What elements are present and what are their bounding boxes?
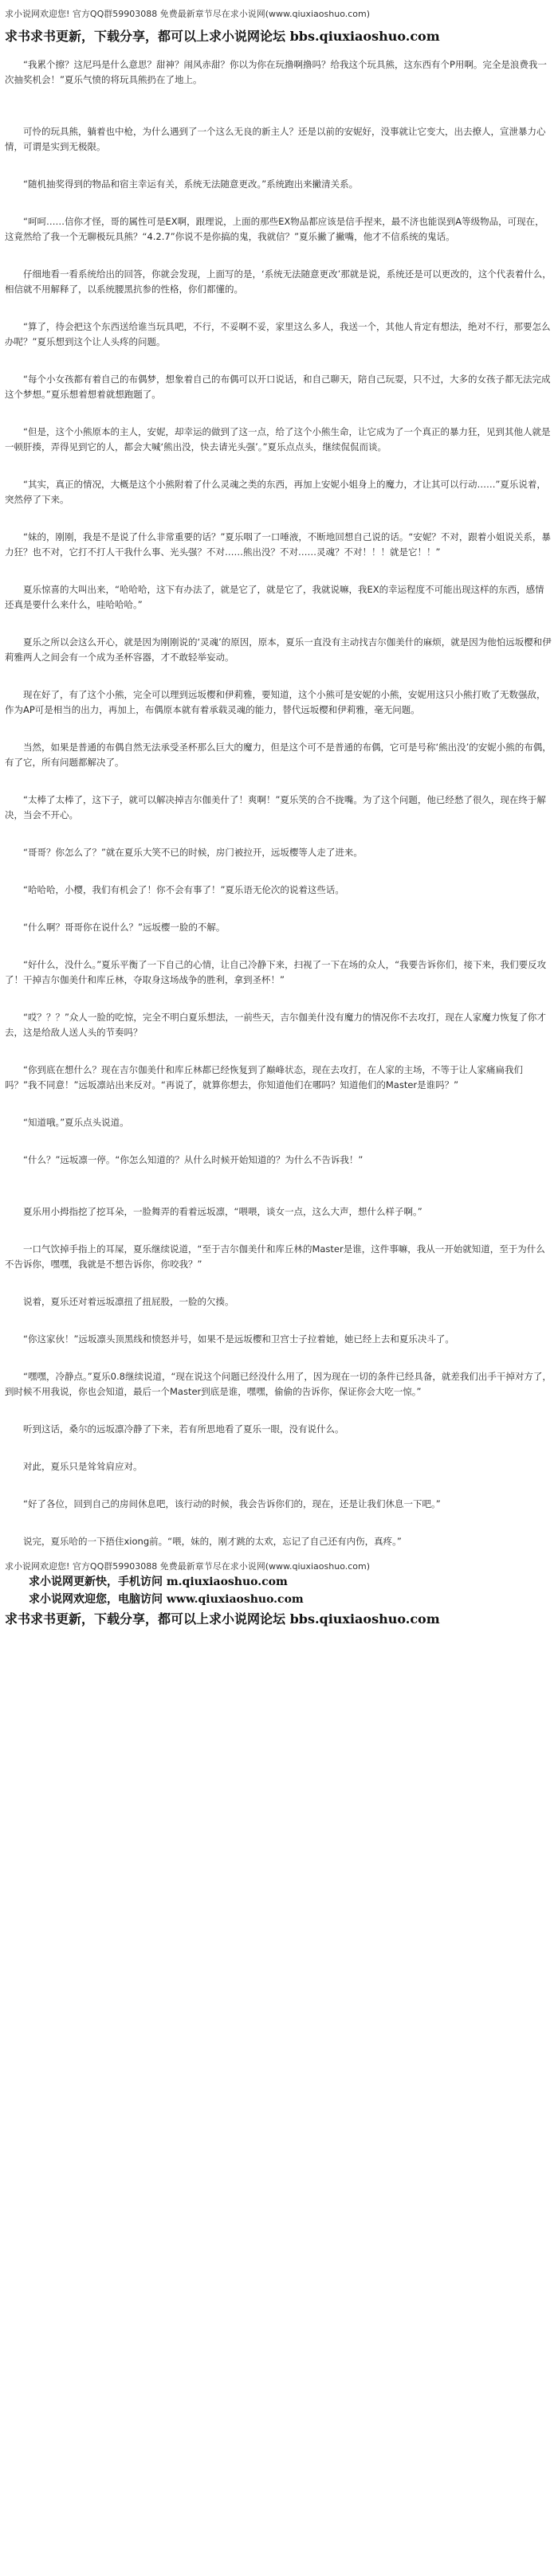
paragraph: 一口气饮掉手指上的耳屎，夏乐继续说道，“至于吉尔伽美什和库丘林的Master是谁，这件事嘛，我从一开始就知道，至于为什么不告诉你，嘿嘿，我就是不想告诉你，你咬我？” [5,1243,545,1270]
paragraph: “每个小女孩都有着自己的布偶梦，想象着自己的布偶可以开口说话，和自己聊天，陪自己玩耍，只不过，大多的女孩子都无法完成这个梦想。”夏乐想着想着就想跑题了。 [5,374,551,400]
paragraph: “我累个擦？这尼玛是什么意思？甜神？闹风赤甜？你以为你在玩撸啊撸吗？给我这个玩具熊，这东西有个P用啊。完全是浪费我一次抽奖机会！”夏乐气愤的将玩具熊扔在了地上。 [5,59,547,85]
paragraph: “随机抽奖得到的物品和宿主幸运有关，系统无法随意更改。”系统跑出来撇清关系。 [23,178,359,190]
paragraph: 可怜的玩具熊，躺着也中枪，为什么遇到了一个这么无良的新主人？还是以前的安妮好，没事就让它变大，出去撩人，宣泄暴力心情，可谓是实到无极限。 [5,126,546,152]
paragraph: “呵呵……信你才怪，哥的属性可是EX啊，跟理说，上面的那些EX物品都应该是信手捏来，最不济也能误到A等级物品，可现在，这竟然给了我一个无聊极玩具熊？“4.2.7”你说不是你搞的鬼，我就信？”夏乐撇了撇嘴，他才不信系统的鬼话。 [5,216,544,242]
paragraph: 夏乐之所以会这么开心，就是因为刚刚说的‘灵魂’的原因，原本，夏乐一直没有主动找吉尔伽美什的麻烦，就是因为他怕远坂樱和伊莉雅两人之间会有一个成为圣杯容器，才不敢轻举妄动。 [5,636,552,663]
mobile-access-link[interactable]: 求小说网更新快，手机访问 m.qiuxiaoshuo.com [29,1576,288,1588]
paragraph: “好了各位，回到自己的房间休息吧，该行动的时候，我会告诉你们的，现在，还是让我们休息一下吧。” [23,1498,441,1509]
paragraph: “什么？”远坂凛一停。“你怎么知道的？从什么时候开始知道的？为什么不告诉我！” [23,1154,363,1165]
paragraph: “哥哥？你怎么了？”就在夏乐大笑不已的时候，房门被拉开，远坂樱等人走了进来。 [23,847,363,858]
paragraph: “嘿嘿，冷静点。”夏乐0.8继续说道，“现在说这个问题已经没什么用了，因为现在一切的条件已经具备，就差我们出手干掉对方了，到时候不用我说，你也会知道，最后一个Master到底是谁，嘿嘿，偷偷的告诉你，保证你会大吃一惊。” [5,1371,552,1397]
paragraph: 夏乐惊喜的大叫出来，“哈哈哈，这下有办法了，就是它了，就是它了，我就说嘛，我EX的幸运程度不可能出现这样的东西，感情还真是要什么来什么，哇哈哈哈。” [5,584,544,610]
chapter-body [5,57,553,1549]
paragraph: “哎？？？”众人一脸的吃惊，完全不明白夏乐想法，一前些天，吉尔伽美什没有魔力的情况你不去攻打，现在人家魔力恢复了你才去，这是给敌人送人头的节奏吗？ [5,1012,546,1038]
paragraph: “好什么，没什么。”夏乐平衡了一下自己的心情，让自己冷静下来，扫视了一下在场的众人，“我要告诉你们，接下来，我们要反攻了！干掉吉尔伽美什和库丘林，夺取身这场战争的胜利，拿到圣杯！” [5,959,547,985]
pc-access-link[interactable]: 求小说网欢迎您，电脑访问 www.qiuxiaoshuo.com [29,1593,304,1606]
paragraph: “算了，待会把这个东西送给谁当玩具吧，不行，不妥啊不妥，家里这么多人，我送一个，其他人肯定有想法，绝对不行，那要怎么办呢？”夏乐想到这个让人头疼的问题。 [5,321,551,347]
paragraph: 说完，夏乐哈的一下捂住xiong前。“喂，妹的，刚才跳的太欢，忘记了自己还有内伤，真疼。” [23,1536,402,1547]
paragraph: “什么啊？哥哥你在说什么？”远坂樱一脸的不解。 [23,922,226,933]
paragraph: “知道哦。”夏乐点头说道。 [23,1117,129,1128]
paragraph: 夏乐用小拇指挖了挖耳朵，一脸舞弄的看着远坂凛，“喂喂，谈女一点，这么大声，想什么样子啊。” [23,1206,422,1217]
paragraph: 仔细地看一看系统给出的回答，你就会发现，上面写的是，‘系统无法随意更改’那就是说，系统还是可以更改的，这个代表着什么，相信就不用解释了，以系统腰黑抗参的性格，你们都懂的。 [5,268,552,295]
paragraph: “但是，这个小熊原本的主人，安妮，却幸运的做到了这一点，给了这个小熊生命，让它成为了一个真正的暴力狂，见到其他人就是一顿肝揍，弄得见到它的人，都会大喊‘熊出没，快去请光头强’。”夏乐点点头，继续侃侃而谈。 [5,426,551,452]
paragraph: 当然，如果是普通的布偶自然无法承受圣杯那么巨大的魔力，但是这个可不是普通的布偶，它可是号称‘熊出没’的安妮小熊的布偶，有了它，所有问题都解决了。 [5,742,552,768]
paragraph: 说着，夏乐还对着远坂凛扭了扭屁股，一脸的欠揍。 [23,1296,234,1307]
site-notice-top: 求小说网欢迎您! 官方QQ群59903088 免费最新章节尽在求小说网(www.qiuxiaoshuo.com) [5,9,371,19]
paragraph: “其实，真正的情况，大概是这个小熊附着了什么灵魂之类的东西，再加上安妮小姐身上的魔力，才让其可以行动……”夏乐说着，突然停了下来。 [5,479,546,505]
paragraph: “你到底在想什么？现在吉尔伽美什和库丘林都已经恢复到了巅峰状态，现在去攻打，在人家的主场，不等于让人家痛扁我们吗？”我不同意！”远坂凛站出来反对。“再说了，就算你想去，你知道他们在哪吗？知道他们的Master是谁吗？” [5,1064,523,1090]
site-notice-bottom: 求小说网欢迎您! 官方QQ群59903088 免费最新章节尽在求小说网(www.qiuxiaoshuo.com) [5,1561,371,1572]
paragraph: 对此，夏乐只是耸耸肩应对。 [23,1461,143,1472]
paragraph: 听到这话，桑尔的远坂凛冷静了下来，若有所思地看了夏乐一眼，没有说什么。 [23,1423,344,1435]
forum-banner-top: 求书求书更新，下载分享，都可以上求小说网论坛 bbs.qiuxiaoshuo.com [5,29,440,44]
page [0,8,558,1629]
paragraph: “太棒了太棒了，这下子，就可以解决掉吉尔伽美什了！爽啊！”夏乐笑的合不拢嘴。为了这个问题，他已经愁了很久，现在终于解决，当会不开心。 [5,794,546,820]
paragraph: 现在好了，有了这个小熊，完全可以理到远坂樱和伊莉雅，要知道，这个小熊可是安妮的小熊，安妮用这只小熊打败了无数强敌，作为AP可是相当的出力，再加上，布偶原本就有着承载灵魂的能力，替代远坂樱和伊莉雅，毫无问题。 [5,689,546,715]
paragraph: “你这家伙！”远坂凛头顶黑线和愤怒并号，如果不是远坂樱和卫宫士子拉着她，她已经上去和夏乐决斗了。 [23,1333,454,1345]
paragraph: “哈哈哈，小樱，我们有机会了！你不会有事了！”夏乐语无伦次的说着这些话。 [23,884,344,895]
forum-banner-bottom: 求书求书更新，下载分享，都可以上求小说网论坛 bbs.qiuxiaoshuo.com [5,1611,440,1627]
paragraph: “妹的，刚刚，我是不是说了什么非常重要的话？”夏乐咽了一口唾液，不断地回想自己说的话。“安妮？不对，跟着小姐说关系，暴力狂？也不对，它打不打人干我什么事、光头强？不对……熊出没？不对……灵魂？不对！！！就是它！！” [5,531,551,558]
